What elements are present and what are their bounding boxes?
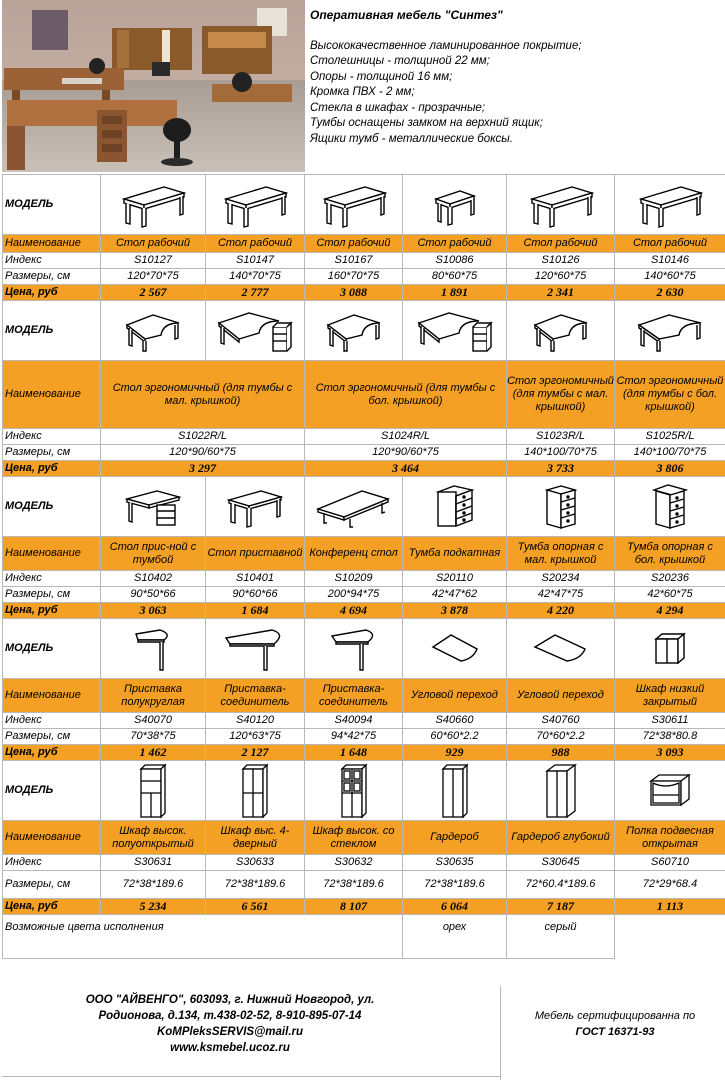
- product-size: 42*47*62: [403, 587, 507, 603]
- product-name: Шкаф высок. полуоткрытый: [101, 821, 206, 855]
- product-size: 42*60*75: [615, 587, 725, 603]
- product-size: 120*63*75: [206, 729, 305, 745]
- header-area: [0, 0, 725, 172]
- model-label: МОДЕЛЬ: [3, 477, 101, 537]
- product-size: 120*70*75: [101, 269, 206, 285]
- product-index: S10086: [403, 253, 507, 269]
- product-name: Стол эргономичный (для тумбы с бол. крышкой): [615, 361, 725, 429]
- model-label: МОДЕЛЬ: [3, 619, 101, 679]
- product-size: 72*38*189.6: [403, 871, 507, 899]
- price-label: Цена, руб: [3, 745, 101, 761]
- product-name: Стол рабочий: [101, 235, 206, 253]
- price-label: Цена, руб: [3, 285, 101, 301]
- product-name: Стол рабочий: [403, 235, 507, 253]
- product-name: Стол рабочий: [615, 235, 725, 253]
- product-name: Конференц стол: [305, 537, 403, 571]
- spec-line: Стекла в шкафах - прозрачные;: [310, 101, 486, 114]
- product-price: 8 107: [305, 899, 403, 915]
- product-index: S20234: [507, 571, 615, 587]
- divider: [500, 986, 501, 1080]
- product-size: 140*100/70*75: [615, 445, 725, 461]
- product-price: 1 462: [101, 745, 206, 761]
- product-name: Шкаф низкий закрытый: [615, 679, 725, 713]
- wall-shelf-drawing: [615, 761, 725, 821]
- product-size: 200*94*75: [305, 587, 403, 603]
- product-price: 3 878: [403, 603, 507, 619]
- product-size: 80*60*75: [403, 269, 507, 285]
- corner-transition-drawing: [403, 619, 507, 679]
- cert-line: Мебель сертифицированна по: [534, 1010, 696, 1022]
- size-label: Размеры, см: [3, 445, 101, 461]
- index-label: Индекс: [3, 429, 101, 445]
- product-name: Приставка-соединитель: [206, 679, 305, 713]
- product-price: 2 127: [206, 745, 305, 761]
- price-label: Цена, руб: [3, 461, 101, 477]
- price-label: Цена, руб: [3, 603, 101, 619]
- name-label: Наименование: [3, 821, 101, 855]
- product-price: 4 220: [507, 603, 615, 619]
- product-index: S10401: [206, 571, 305, 587]
- product-name: Стол эргономичный (для тумбы с мал. крышкой): [507, 361, 615, 429]
- product-index: S10126: [507, 253, 615, 269]
- index-label: Индекс: [3, 571, 101, 587]
- tall-half-open-cabinet-drawing: [101, 761, 206, 821]
- product-price: 2 341: [507, 285, 615, 301]
- size-label: Размеры, см: [3, 269, 101, 285]
- specifications: [310, 8, 722, 147]
- price-label: Цена, руб: [3, 899, 101, 915]
- ergonomic-desk-drawing: [507, 301, 615, 361]
- product-price: 2 567: [101, 285, 206, 301]
- color-option: орех: [403, 915, 507, 959]
- product-index: S10146: [615, 253, 725, 269]
- mobile-pedestal-drawing: [403, 477, 507, 537]
- product-size: 140*100/70*75: [507, 445, 615, 461]
- website-link[interactable]: www.ksmebel.ucoz.ru: [170, 1042, 290, 1054]
- product-price: 3 733: [507, 461, 615, 477]
- product-index: S40760: [507, 713, 615, 729]
- desk-drawing: [615, 175, 725, 235]
- product-price: 3 806: [615, 461, 725, 477]
- product-index: S10209: [305, 571, 403, 587]
- product-size: 72*29*68.4: [615, 871, 725, 899]
- product-index: S20110: [403, 571, 507, 587]
- certification-note: [510, 1008, 720, 1040]
- product-size: 120*90/60*75: [305, 445, 507, 461]
- semicircle-extension-drawing: [101, 619, 206, 679]
- product-price: 1 648: [305, 745, 403, 761]
- product-name: Угловой переход: [507, 679, 615, 713]
- spec-line: Опоры - толщиной 16 мм;: [310, 70, 453, 83]
- product-index: S10147: [206, 253, 305, 269]
- product-name: Приставка полукруглая: [101, 679, 206, 713]
- product-size: 140*60*75: [615, 269, 725, 285]
- email-link[interactable]: KoMPleksSERVIS@mail.ru: [156, 1026, 304, 1038]
- name-label: Наименование: [3, 235, 101, 253]
- ergonomic-desk-drawing: [615, 301, 725, 361]
- desk-drawing: [206, 175, 305, 235]
- conference-table-drawing: [305, 477, 403, 537]
- product-name: Стол рабочий: [507, 235, 615, 253]
- spec-line: Ящики тумб - металлические боксы.: [310, 132, 513, 145]
- name-label: Наименование: [3, 679, 101, 713]
- name-label: Наименование: [3, 361, 101, 429]
- product-price: 4 694: [305, 603, 403, 619]
- desk-with-pedestal-drawing: [101, 477, 206, 537]
- product-size: 60*60*2.2: [403, 729, 507, 745]
- name-label: Наименование: [3, 537, 101, 571]
- product-price: 7 187: [507, 899, 615, 915]
- product-index: S30633: [206, 855, 305, 871]
- product-index: S30645: [507, 855, 615, 871]
- support-pedestal-drawing: [507, 477, 615, 537]
- product-size: 90*50*66: [101, 587, 206, 603]
- connector-extension-drawing: [206, 619, 305, 679]
- size-label: Размеры, см: [3, 587, 101, 603]
- deep-wardrobe-drawing: [507, 761, 615, 821]
- desk-drawing: [305, 175, 403, 235]
- product-index: S30631: [101, 855, 206, 871]
- gost-standard: ГОСТ 16371-93: [575, 1026, 655, 1038]
- product-size: 120*60*75: [507, 269, 615, 285]
- side-desk-drawing: [206, 477, 305, 537]
- product-index: S30632: [305, 855, 403, 871]
- ergonomic-desk-drawing: [305, 301, 403, 361]
- product-price: 3 093: [615, 745, 725, 761]
- index-label: Индекс: [3, 253, 101, 269]
- product-price: 1 113: [615, 899, 725, 915]
- product-name: Тумба опорная с бол. крышкой: [615, 537, 725, 571]
- spec-line: Столешницы - толщиной 22 мм;: [310, 55, 490, 67]
- product-index: S20236: [615, 571, 725, 587]
- product-index: S1023R/L: [507, 429, 615, 445]
- product-index: S1025R/L: [615, 429, 725, 445]
- model-label: МОДЕЛЬ: [3, 761, 101, 821]
- desk-drawing: [101, 175, 206, 235]
- product-index: S40094: [305, 713, 403, 729]
- product-index: S30635: [403, 855, 507, 871]
- product-name: Тумба подкатная: [403, 537, 507, 571]
- product-name: Шкаф высок. со стеклом: [305, 821, 403, 855]
- product-name: Шкаф выс. 4-дверный: [206, 821, 305, 855]
- ergonomic-desk-pedestal-drawing: [206, 301, 305, 361]
- color-option: серый: [507, 915, 615, 959]
- size-label: Размеры, см: [3, 871, 101, 899]
- tall-four-door-cabinet-drawing: [206, 761, 305, 821]
- ergonomic-desk-pedestal-drawing: [403, 301, 507, 361]
- product-index: S30611: [615, 713, 725, 729]
- product-index: S1022R/L: [101, 429, 305, 445]
- support-pedestal-drawing: [615, 477, 725, 537]
- tall-glass-cabinet-drawing: [305, 761, 403, 821]
- product-size: 160*70*75: [305, 269, 403, 285]
- product-index: S40070: [101, 713, 206, 729]
- address-line: ООО "АЙВЕНГО", 603093, г. Нижний Новгород, ул.: [85, 994, 375, 1006]
- product-size: 72*38*80.8: [615, 729, 725, 745]
- product-price: 1 891: [403, 285, 507, 301]
- model-label: МОДЕЛЬ: [3, 301, 101, 361]
- index-label: Индекс: [3, 855, 101, 871]
- product-price: 2 777: [206, 285, 305, 301]
- product-name: Стол рабочий: [305, 235, 403, 253]
- desk-drawing: [403, 175, 507, 235]
- product-size: 42*47*75: [507, 587, 615, 603]
- spec-line: Тумбы оснащены замком на верхний ящик;: [310, 117, 543, 129]
- product-index: S10167: [305, 253, 403, 269]
- footer: [0, 986, 725, 1080]
- product-price: 6 561: [206, 899, 305, 915]
- ergonomic-desk-drawing: [101, 301, 206, 361]
- price-table: [2, 174, 725, 959]
- product-name: Тумба опорная с мал. крышкой: [507, 537, 615, 571]
- product-price: 988: [507, 745, 615, 761]
- product-price: 1 684: [206, 603, 305, 619]
- product-name: Угловой переход: [403, 679, 507, 713]
- product-name: Приставка-соединитель: [305, 679, 403, 713]
- product-index: S40660: [403, 713, 507, 729]
- product-price: 2 630: [615, 285, 725, 301]
- product-price: 3 464: [305, 461, 507, 477]
- product-price: 3 063: [101, 603, 206, 619]
- product-size: 120*90/60*75: [101, 445, 305, 461]
- product-size: 72*38*189.6: [305, 871, 403, 899]
- corner-transition-drawing: [507, 619, 615, 679]
- product-index: S10402: [101, 571, 206, 587]
- product-index: S60710: [615, 855, 725, 871]
- product-price: 6 064: [403, 899, 507, 915]
- empty-cell: [615, 915, 725, 959]
- size-label: Размеры, см: [3, 729, 101, 745]
- product-price: 3 088: [305, 285, 403, 301]
- catalog-title: Оперативная мебель "Синтез": [310, 8, 503, 22]
- product-name: Гардероб: [403, 821, 507, 855]
- product-size: 90*60*66: [206, 587, 305, 603]
- product-size: 72*38*189.6: [206, 871, 305, 899]
- product-size: 140*70*75: [206, 269, 305, 285]
- company-address: [20, 992, 440, 1056]
- product-price: 4 294: [615, 603, 725, 619]
- wardrobe-drawing: [403, 761, 507, 821]
- spec-line: Высококачественное ламинированное покрытие;: [310, 39, 582, 52]
- product-size: 70*60*2.2: [507, 729, 615, 745]
- product-name: Стол эргономичный (для тумбы с бол. крышкой): [305, 361, 507, 429]
- connector-extension-drawing: [305, 619, 403, 679]
- colors-label: Возможные цвета исполнения: [3, 915, 403, 959]
- product-price: 929: [403, 745, 507, 761]
- product-name: Гардероб глубокий: [507, 821, 615, 855]
- product-name: Стол приставной: [206, 537, 305, 571]
- product-size: 72*38*189.6: [101, 871, 206, 899]
- product-size: 70*38*75: [101, 729, 206, 745]
- product-name: Стол рабочий: [206, 235, 305, 253]
- product-name: Стол эргономичный (для тумбы с мал. крышкой): [101, 361, 305, 429]
- divider: [2, 1076, 500, 1077]
- product-price: 3 297: [101, 461, 305, 477]
- product-price: 5 234: [101, 899, 206, 915]
- product-index: S40120: [206, 713, 305, 729]
- model-label: МОДЕЛЬ: [3, 175, 101, 235]
- product-name: Стол прис-ной с тумбой: [101, 537, 206, 571]
- product-index: S10127: [101, 253, 206, 269]
- low-closed-cabinet-drawing: [615, 619, 725, 679]
- office-photo: [2, 0, 305, 172]
- product-size: 72*60.4*189.6: [507, 871, 615, 899]
- address-line: Родионова, д.134, т.438-02-52, 8-910-895-07-14: [98, 1010, 362, 1022]
- product-index: S1024R/L: [305, 429, 507, 445]
- desk-drawing: [507, 175, 615, 235]
- product-size: 94*42*75: [305, 729, 403, 745]
- index-label: Индекс: [3, 713, 101, 729]
- spec-line: Кромка ПВХ - 2 мм;: [310, 86, 415, 98]
- product-name: Полка подвесная открытая: [615, 821, 725, 855]
